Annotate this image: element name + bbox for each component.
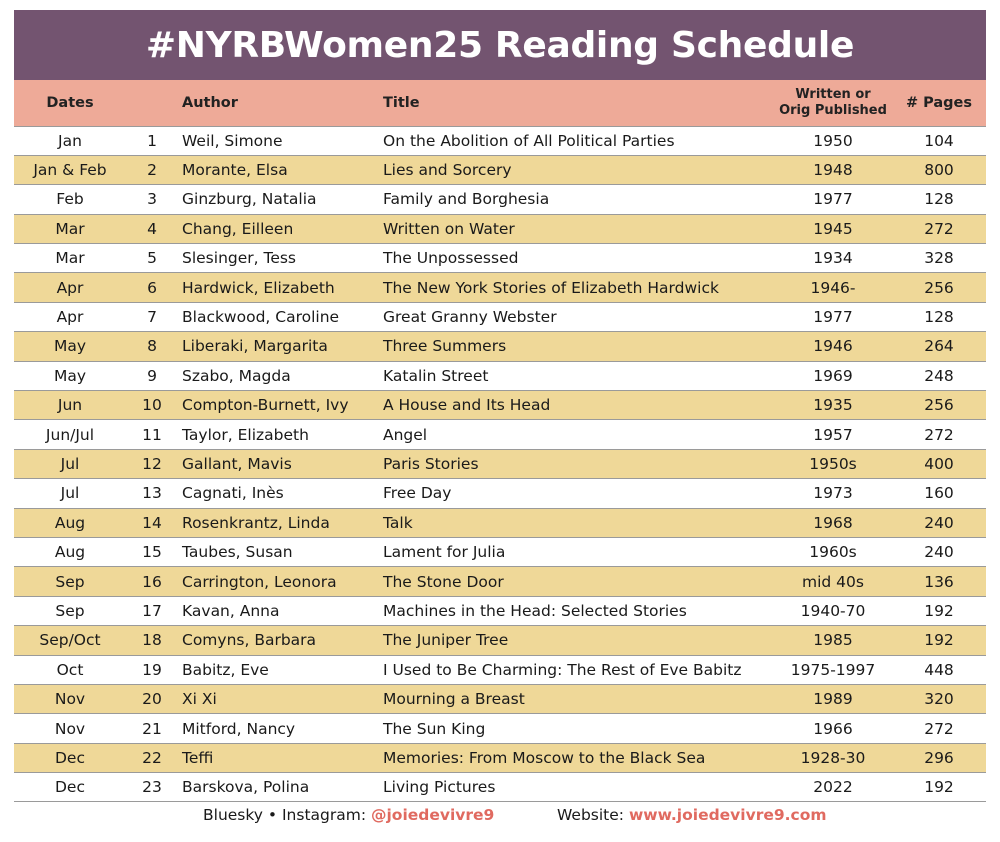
instagram-handle-link[interactable]: @joiedevivre9 xyxy=(370,806,495,824)
cell-number: 7 xyxy=(147,308,157,327)
cell-pages: 296 xyxy=(924,748,954,767)
cell-date: Jul xyxy=(60,454,80,473)
cell-date: Feb xyxy=(56,190,84,209)
cell-number: 18 xyxy=(142,631,162,650)
cell-number: 9 xyxy=(147,366,157,385)
cell-pages: 192 xyxy=(924,778,954,797)
cell-author: Kavan, Anna xyxy=(182,601,280,620)
cell-number: 2 xyxy=(147,161,157,180)
cell-date: Jul xyxy=(60,484,80,503)
cell-author: Xi Xi xyxy=(182,690,217,709)
cell-year: 1969 xyxy=(813,366,853,385)
cell-title: The New York Stories of Elizabeth Hardwick xyxy=(383,278,719,297)
cell-number: 22 xyxy=(142,748,162,767)
cell-year: 1934 xyxy=(813,249,853,268)
cell-date: Sep xyxy=(55,601,85,620)
cell-date: Dec xyxy=(55,748,85,767)
cell-author: Morante, Elsa xyxy=(182,161,288,180)
cell-author: Mitford, Nancy xyxy=(182,719,296,738)
cell-number: 14 xyxy=(142,513,162,532)
cell-number: 3 xyxy=(147,190,157,209)
cell-title: Free Day xyxy=(383,484,452,503)
cell-pages: 104 xyxy=(924,131,954,150)
cell-number: 20 xyxy=(142,690,162,709)
cell-date: Oct xyxy=(56,660,84,679)
title-bar xyxy=(14,10,986,80)
table-row xyxy=(14,567,986,596)
reading-schedule xyxy=(14,10,986,802)
cell-pages: 256 xyxy=(924,396,954,415)
cell-date: Apr xyxy=(56,278,84,297)
table-row xyxy=(14,537,986,566)
table-row xyxy=(14,773,986,802)
cell-author: Babitz, Eve xyxy=(182,660,269,679)
cell-number: 10 xyxy=(142,396,162,415)
cell-author: Teffi xyxy=(182,748,214,767)
cell-number: 19 xyxy=(142,660,162,679)
table-row xyxy=(14,596,986,625)
cell-year: 1977 xyxy=(813,190,853,209)
cell-title: Angel xyxy=(383,425,428,444)
cell-author: Slesinger, Tess xyxy=(182,249,297,268)
cell-title: Talk xyxy=(383,513,413,532)
cell-number: 12 xyxy=(142,454,162,473)
cell-title: Memories: From Moscow to the Black Sea xyxy=(383,748,706,767)
table-row xyxy=(14,449,986,478)
cell-pages: 240 xyxy=(924,513,954,532)
table-row xyxy=(14,714,986,743)
cell-title: Lies and Sorcery xyxy=(383,161,512,180)
cell-year: 1968 xyxy=(813,513,853,532)
cell-pages: 400 xyxy=(924,454,954,473)
cell-year: 1977 xyxy=(813,308,853,327)
cell-title: A House and Its Head xyxy=(383,396,551,415)
cell-date: Nov xyxy=(54,719,86,738)
cell-year: 1973 xyxy=(813,484,853,503)
table-row xyxy=(14,508,986,537)
cell-date: Sep/Oct xyxy=(39,631,101,650)
table-row xyxy=(14,126,986,155)
header-year-line2: Orig Published xyxy=(779,102,887,118)
cell-author: Carrington, Leonora xyxy=(182,572,337,591)
schedule-table xyxy=(14,80,986,802)
cell-number: 23 xyxy=(142,778,162,797)
table-row xyxy=(14,743,986,772)
cell-title: Great Granny Webster xyxy=(383,308,557,327)
table-row xyxy=(14,684,986,713)
header-author: Author xyxy=(182,94,238,111)
cell-author: Chang, Eilleen xyxy=(182,219,294,238)
cell-title: Machines in the Head: Selected Stories xyxy=(383,601,687,620)
cell-number: 8 xyxy=(147,337,157,356)
cell-number: 1 xyxy=(147,131,157,150)
cell-pages: 256 xyxy=(924,278,954,297)
website-label: Website: xyxy=(557,806,629,824)
cell-year: mid 40s xyxy=(802,572,864,591)
cell-year: 2022 xyxy=(813,778,853,797)
cell-pages: 272 xyxy=(924,425,954,444)
cell-title: The Juniper Tree xyxy=(383,631,509,650)
cell-year: 1975-1997 xyxy=(790,660,876,679)
table-header-row xyxy=(14,80,986,126)
cell-pages: 272 xyxy=(924,219,954,238)
cell-author: Liberaki, Margarita xyxy=(182,337,328,356)
cell-date: May xyxy=(53,366,87,385)
cell-author: Taylor, Elizabeth xyxy=(182,425,309,444)
cell-year: 1945 xyxy=(813,219,853,238)
cell-number: 15 xyxy=(142,543,162,562)
table-row xyxy=(14,332,986,361)
cell-pages: 192 xyxy=(924,631,954,650)
cell-number: 21 xyxy=(142,719,162,738)
cell-date: Aug xyxy=(54,543,86,562)
cell-year: 1948 xyxy=(813,161,853,180)
cell-title: Lament for Julia xyxy=(383,543,506,562)
cell-author: Szabo, Magda xyxy=(182,366,291,385)
cell-title: The Unpossessed xyxy=(383,249,519,268)
cell-number: 17 xyxy=(142,601,162,620)
cell-date: Jan xyxy=(58,131,82,150)
cell-pages: 272 xyxy=(924,719,954,738)
table-row xyxy=(14,214,986,243)
cell-pages: 264 xyxy=(924,337,954,356)
table-row xyxy=(14,244,986,273)
cell-year: 1946 xyxy=(813,337,853,356)
table-row xyxy=(14,479,986,508)
cell-pages: 192 xyxy=(924,601,954,620)
cell-year: 1928-30 xyxy=(800,748,866,767)
header-number xyxy=(126,80,178,126)
cell-pages: 240 xyxy=(924,543,954,562)
cell-pages: 800 xyxy=(924,161,954,180)
cell-date: Sep xyxy=(55,572,85,591)
website-link[interactable]: www.joiedevivre9.com xyxy=(628,806,827,824)
cell-title: The Stone Door xyxy=(383,572,504,591)
cell-year: 1989 xyxy=(813,690,853,709)
header-title: Title xyxy=(383,94,420,111)
cell-author: Weil, Simone xyxy=(182,131,283,150)
cell-number: 6 xyxy=(147,278,157,297)
cell-author: Blackwood, Caroline xyxy=(182,308,340,327)
cell-author: Comyns, Barbara xyxy=(182,631,317,650)
cell-author: Hardwick, Elizabeth xyxy=(182,278,335,297)
cell-title: On the Abolition of All Political Parties xyxy=(383,131,675,150)
header-pages: # Pages xyxy=(905,94,973,111)
cell-pages: 248 xyxy=(924,366,954,385)
cell-author: Compton-Burnett, Ivy xyxy=(182,396,349,415)
cell-year: 1935 xyxy=(813,396,853,415)
cell-year: 1957 xyxy=(813,425,853,444)
cell-date: Mar xyxy=(55,249,85,268)
social-label: Bluesky • Instagram: xyxy=(203,806,371,824)
cell-year: 1966 xyxy=(813,719,853,738)
cell-year: 1950 xyxy=(813,131,853,150)
cell-year: 1950s xyxy=(809,454,857,473)
cell-year: 1940-70 xyxy=(800,601,866,620)
cell-title: Written on Water xyxy=(383,219,515,238)
cell-title: Living Pictures xyxy=(383,778,496,797)
cell-date: Dec xyxy=(55,778,85,797)
table-row xyxy=(14,273,986,302)
footer-website xyxy=(557,806,827,824)
cell-date: Jun xyxy=(57,396,83,415)
cell-title: I Used to Be Charming: The Rest of Eve Babitz xyxy=(383,660,742,679)
cell-year: 1960s xyxy=(809,543,857,562)
header-year xyxy=(774,80,892,126)
cell-title: The Sun King xyxy=(383,719,486,738)
cell-number: 11 xyxy=(142,425,162,444)
header-dates: Dates xyxy=(46,94,94,111)
cell-title: Paris Stories xyxy=(383,454,479,473)
cell-number: 4 xyxy=(147,219,157,238)
cell-title: Katalin Street xyxy=(383,366,489,385)
table-row xyxy=(14,302,986,331)
table-row xyxy=(14,420,986,449)
cell-date: Apr xyxy=(56,308,84,327)
cell-title: Mourning a Breast xyxy=(383,690,525,709)
table-row xyxy=(14,391,986,420)
cell-year: 1985 xyxy=(813,631,853,650)
table-row xyxy=(14,361,986,390)
cell-date: Nov xyxy=(54,690,86,709)
cell-title: Family and Borghesia xyxy=(383,190,550,209)
page-title: #NYRBWomen25 Reading Schedule xyxy=(145,24,855,66)
header-year-line1: Written or xyxy=(795,86,871,102)
cell-author: Gallant, Mavis xyxy=(182,454,292,473)
cell-author: Cagnati, Inès xyxy=(182,484,284,503)
cell-date: Mar xyxy=(55,219,85,238)
cell-year: 1946- xyxy=(810,278,856,297)
cell-title: Three Summers xyxy=(383,337,507,356)
cell-pages: 448 xyxy=(924,660,954,679)
cell-author: Ginzburg, Natalia xyxy=(182,190,317,209)
cell-number: 5 xyxy=(147,249,157,268)
cell-number: 13 xyxy=(142,484,162,503)
cell-pages: 320 xyxy=(924,690,954,709)
cell-date: Jun/Jul xyxy=(45,425,95,444)
cell-author: Barskova, Polina xyxy=(182,778,310,797)
table-row xyxy=(14,626,986,655)
cell-number: 16 xyxy=(142,572,162,591)
table-row xyxy=(14,655,986,684)
cell-author: Rosenkrantz, Linda xyxy=(182,513,330,532)
cell-author: Taubes, Susan xyxy=(182,543,293,562)
cell-pages: 328 xyxy=(924,249,954,268)
table-row xyxy=(14,185,986,214)
cell-pages: 136 xyxy=(924,572,954,591)
cell-pages: 128 xyxy=(924,308,954,327)
footer-social xyxy=(203,806,494,824)
table-row xyxy=(14,155,986,184)
cell-pages: 160 xyxy=(924,484,954,503)
cell-date: Aug xyxy=(54,513,86,532)
cell-pages: 128 xyxy=(924,190,954,209)
cell-date: May xyxy=(53,337,87,356)
cell-date: Jan & Feb xyxy=(33,161,107,180)
